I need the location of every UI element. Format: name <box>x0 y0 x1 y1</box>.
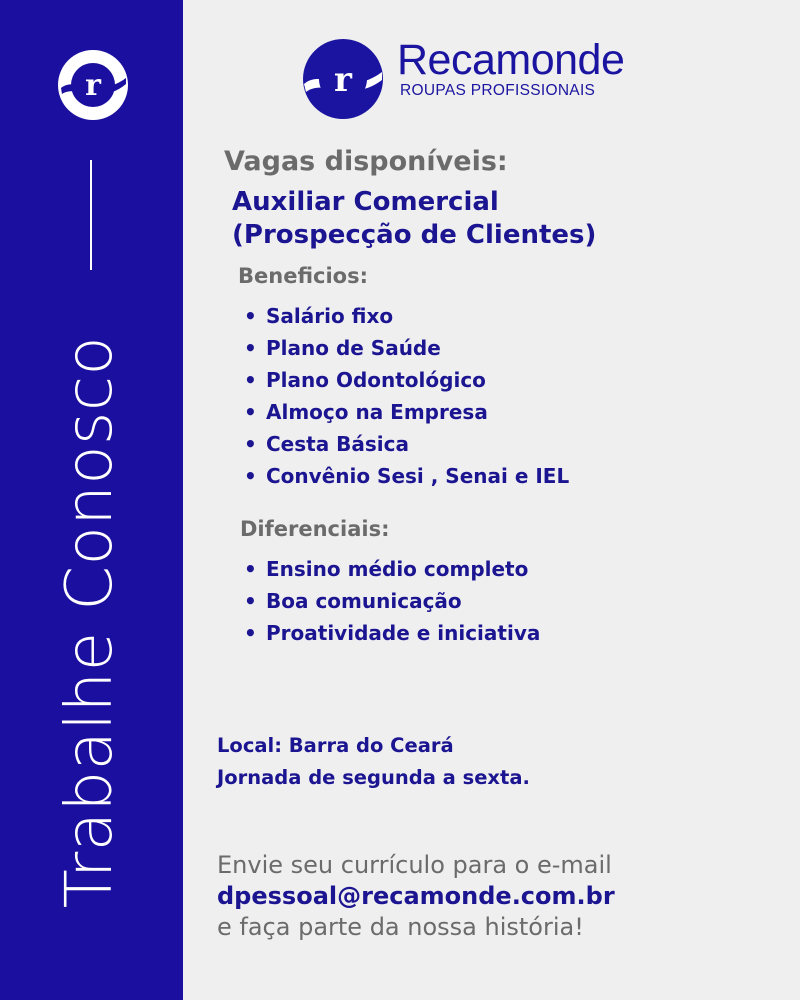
brand-name: Recamonde <box>397 36 625 84</box>
vacancies-heading: Vagas disponíveis: <box>224 146 508 177</box>
cta-line3: e faça parte da nossa história! <box>217 913 584 941</box>
list-item: • Plano de Saúde <box>244 332 569 364</box>
sidebar-divider <box>90 160 92 270</box>
list-item: • Boa comunicação <box>244 585 540 617</box>
list-item: • Cesta Básica <box>244 428 569 460</box>
job-title-line1: Auxiliar Comercial <box>232 187 499 217</box>
list-item: • Proatividade e iniciativa <box>244 617 540 649</box>
job-title-line2: (Prospecção de Clientes) <box>232 220 597 250</box>
recamonde-logo-icon <box>56 48 130 122</box>
sidebar <box>0 0 183 1000</box>
contact-email-link[interactable]: dpessoal@recamonde.com.br <box>217 882 615 910</box>
benefits-heading: Beneficios: <box>238 264 368 288</box>
differentials-list <box>244 553 540 649</box>
call-to-action <box>217 850 615 943</box>
list-item: • Convênio Sesi , Senai e IEL <box>244 460 569 492</box>
svg-text:r: r <box>85 68 101 103</box>
sidebar-title: Trabalhe Conosco <box>53 335 127 909</box>
benefits-list <box>244 300 569 492</box>
job-location: Local: Barra do Ceará <box>217 734 454 757</box>
job-location-block <box>217 730 530 794</box>
list-item: • Plano Odontológico <box>244 364 569 396</box>
job-title <box>232 186 596 252</box>
svg-text:r: r <box>334 60 352 100</box>
list-item: • Salário fixo <box>244 300 569 332</box>
differentials-heading: Diferenciais: <box>240 517 390 541</box>
work-schedule: Jornada de segunda a sexta. <box>217 766 530 789</box>
recamonde-logo-icon <box>302 38 384 120</box>
list-item: • Almoço na Empresa <box>244 396 569 428</box>
list-item: • Ensino médio completo <box>244 553 540 585</box>
brand-subtitle: ROUPAS PROFISSIONAIS <box>400 82 596 99</box>
cta-line1: Envie seu currículo para o e-mail <box>217 851 612 879</box>
